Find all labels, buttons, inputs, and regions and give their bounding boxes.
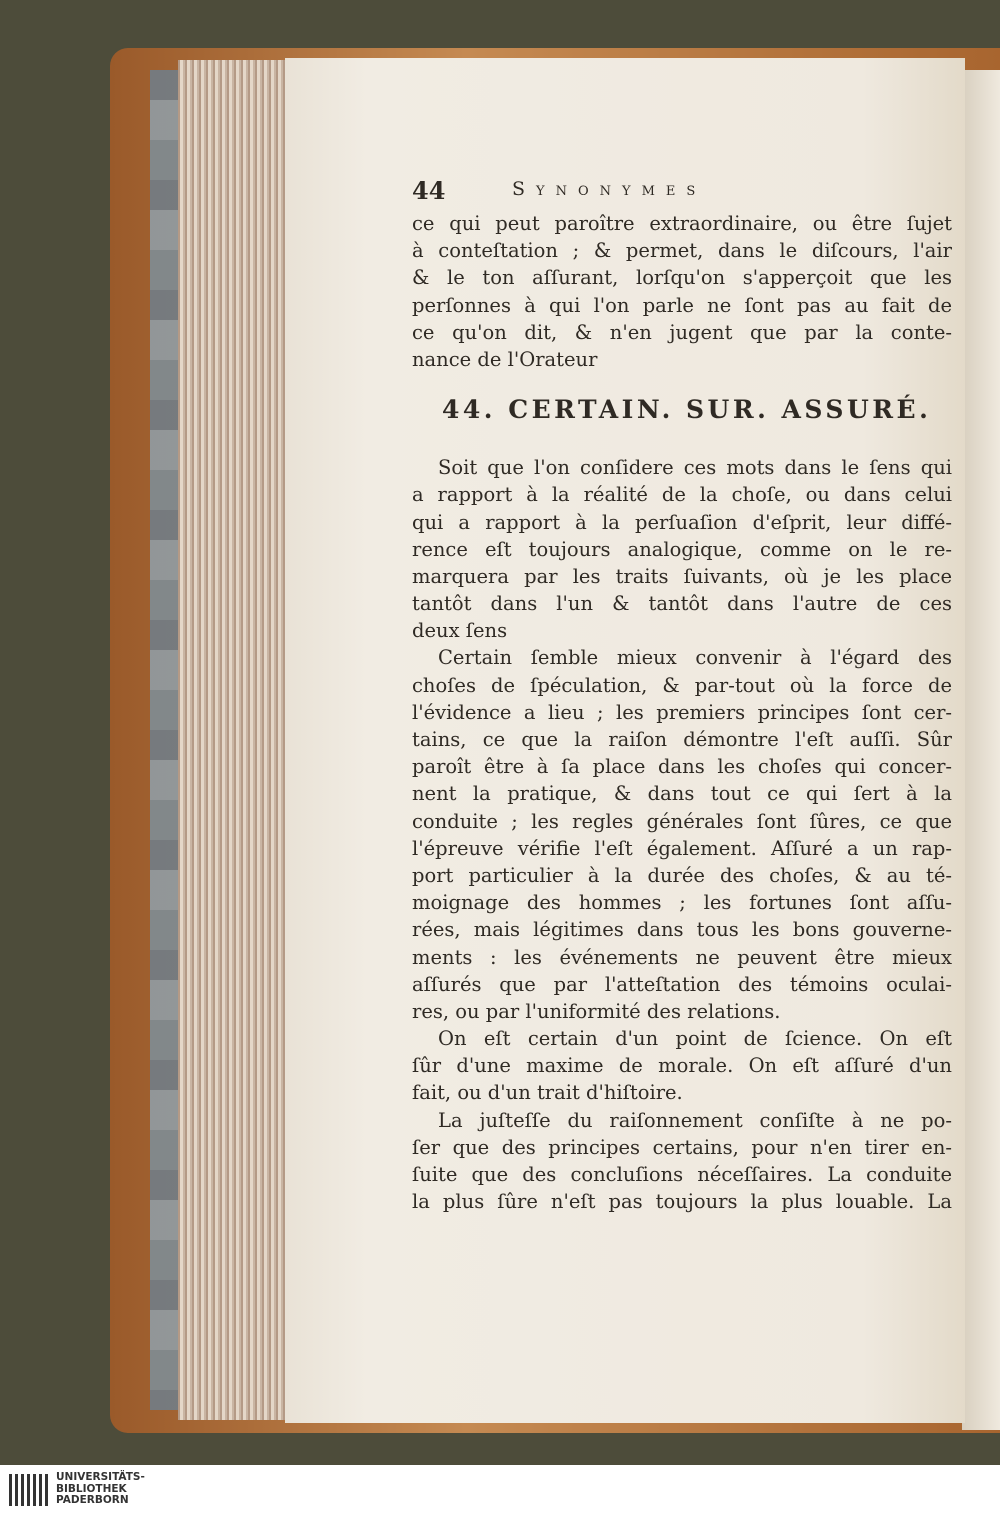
text-line: & le ton aſſurant, lorſqu'on s'apperçoit que les	[412, 266, 952, 290]
page-edges	[178, 60, 293, 1420]
text-line: ments : les événements ne peuvent être mieux	[412, 945, 952, 969]
library-name-line: PADERBORN	[56, 1494, 129, 1506]
text-line: l'évidence a lieu ; les premiers principes ſont cer-	[412, 700, 952, 724]
text-line: moignage des hommes ; les fortunes ſont aſſu-	[412, 891, 952, 915]
library-footer	[0, 1465, 1000, 1515]
page-number: 44	[412, 176, 446, 205]
text-line: deux ſens	[412, 619, 508, 643]
text-line: perſonnes à qui l'on parle ne ſont pas au fait de	[412, 293, 952, 317]
text-line: tantôt dans l'un & tantôt dans l'autre de ces	[412, 592, 952, 616]
library-logo-icon	[8, 1472, 52, 1508]
text-line: la plus ſûre n'eſt pas toujours la plus louable. La	[412, 1190, 952, 1214]
text-line: ſûr d'une maxime de morale. On eſt aſſuré d'un	[412, 1054, 952, 1078]
library-name-line: UNIVERSITÄTS-	[56, 1471, 145, 1483]
text-line: Soit que l'on conſidere ces mots dans le ſens qui	[438, 456, 952, 480]
facing-page-edge	[962, 70, 1000, 1430]
text-line: à conteſtation ; & permet, dans le diſcours, l'air	[412, 239, 952, 263]
text-line: nance de l'Orateur	[412, 347, 598, 371]
text-line: l'épreuve vérifie l'eſt également. Aſſuré a un rap-	[412, 836, 952, 860]
section-heading: 44. CERTAIN. SUR. ASSURÉ.	[442, 395, 932, 425]
text-line: La juſteſſe du raiſonnement conſiſte à ne po-	[438, 1108, 952, 1132]
text-line: ce qui peut paroître extraordinaire, ou être ſujet	[412, 212, 952, 235]
text-line: choſes de ſpéculation, & par-tout où la force de	[412, 673, 952, 697]
text-line: ce qu'on dit, & n'en jugent que par la conte-	[412, 320, 952, 344]
text-line: fait, ou d'un trait d'hiſtoire.	[412, 1081, 683, 1105]
text-line: tains, ce que la raiſon démontre l'eſt auſſi. Sûr	[412, 728, 952, 751]
running-head: Synonymes	[512, 178, 707, 200]
text-line: On eſt certain d'un point de ſcience. On eſt	[438, 1027, 952, 1051]
page-text	[412, 176, 952, 1215]
text-line: Certain ſemble mieux convenir à l'égard des	[438, 646, 952, 670]
library-name-line: BIBLIOTHEK	[56, 1482, 127, 1495]
text-line: rence eſt toujours analogique, comme on le re-	[412, 537, 952, 561]
library-name	[56, 1472, 145, 1507]
text-line: a rapport à la réalité de la choſe, ou dans celui	[412, 483, 952, 507]
text-line: aſſurés que par l'atteſtation des témoins oculai-	[412, 972, 952, 996]
text-line: marquera par les traits ſuivants, où je les place	[412, 564, 952, 588]
text-line: rées, mais légitimes dans tous les bons gouverne-	[412, 918, 952, 942]
page-header	[412, 176, 952, 210]
text-line: res, ou par l'uniformité des relations.	[412, 999, 781, 1023]
text-line: ſuite que des concluſions néceſſaires. La conduite	[412, 1163, 952, 1186]
text-line: conduite ; les regles générales ſont ſûres, ce que	[412, 809, 952, 833]
text-line: qui a rapport à la perſuaſion d'eſprit, leur diffé-	[412, 510, 952, 534]
text-line: port particulier à la durée des choſes, & au té-	[412, 863, 952, 887]
text-line: nent la pratique, & dans tout ce qui ſert à la	[412, 782, 952, 806]
text-line: ſer que des principes certains, pour n'en tirer en-	[412, 1135, 952, 1159]
text-line: paroît être à ſa place dans les choſes qui concer-	[412, 755, 952, 779]
